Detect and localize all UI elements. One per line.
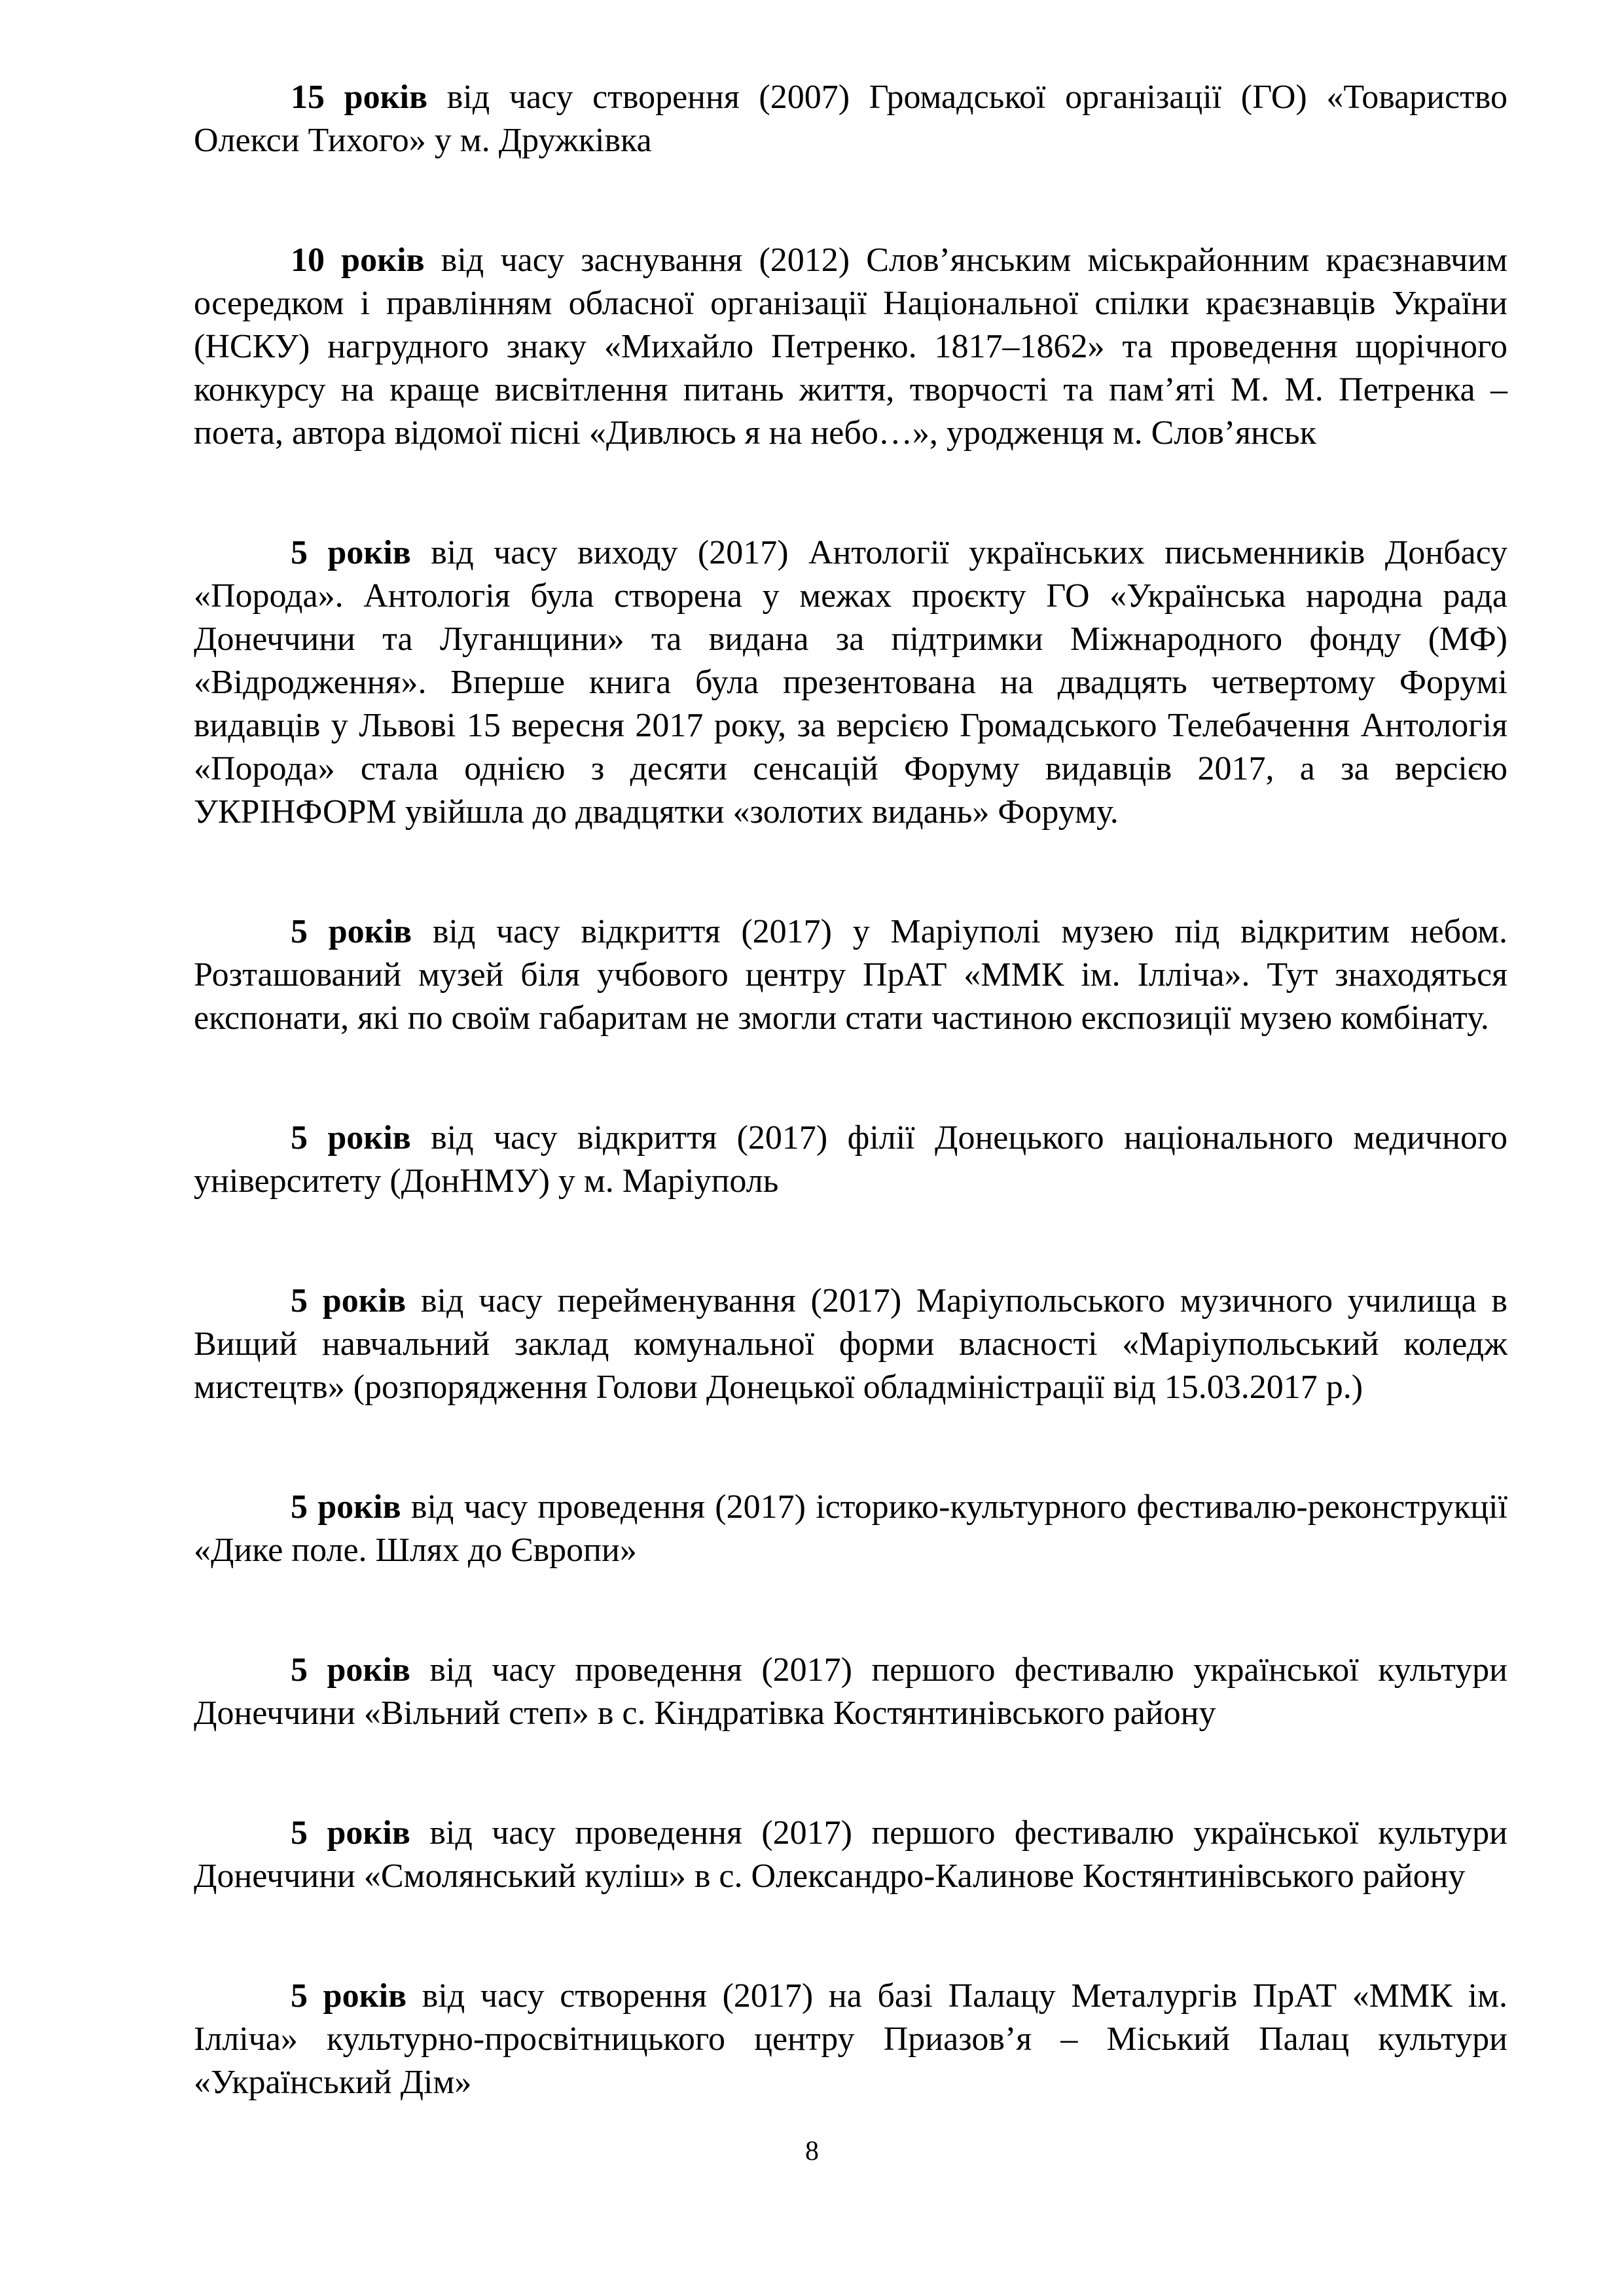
anniversary-entry-2 — [194, 239, 1507, 455]
entry-text: від часу створення (2017) на базі Палацу Металургів ПрАТ «ММК ім. Ілліча» культурно-просвітницького центру Приазов’я – Міський Палац культури «Український Дім» — [194, 1977, 1507, 2101]
anniversary-entry-10 — [194, 1975, 1507, 2104]
anniversary-entry-7 — [194, 1486, 1507, 1572]
entry-text: від часу виходу (2017) Антології українських письменників Донбасу «Порода». Антологія була створена у межах проєкту ГО «Українська народна рада Донеччини та Луганщини» та видана за підтримки Міжнародного фонду (МФ) «Відродження». Вперше книга була презентована на двадцять четвертому Форумі видавців у Львові 15 вересня 2017 року, за версією Громадського Телебачення Антологія «Порода» стала однією з десяти сенсацій Форуму видавців 2017, а за версією УКРІНФОРМ увійшла до двадцятки «золотих видань» Форуму. — [194, 534, 1507, 831]
anniversary-entry-9 — [194, 1812, 1507, 1898]
entry-text: від часу проведення (2017) історико-культурного фестивалю-реконструкції «Дике поле. Шлях до Європи» — [194, 1488, 1507, 1569]
entry-text: від часу перейменування (2017) Маріупольського музичного училища в Вищий навчальний заклад комунальної форми власності «Маріупольський коледж мистецтв» (розпорядження Голови Донецької обладміністрації від 15.03.2017 р.) — [194, 1282, 1507, 1406]
entry-text: від часу проведення (2017) першого фестивалю української культури Донеччини «Смолянський куліш» в с. Олександро-Калинове Костянтинівського району — [194, 1814, 1507, 1895]
entry-text: від часу проведення (2017) першого фестивалю української культури Донеччини «Вільний степ» в с. Кіндратівка Костянтинівського району — [194, 1651, 1507, 1732]
entry-years: 15 років — [291, 79, 428, 116]
entry-years: 5 років — [291, 1282, 406, 1319]
page-number: 8 — [805, 2136, 819, 2166]
anniversary-entry-5 — [194, 1117, 1507, 1203]
entry-years: 10 років — [291, 242, 425, 279]
entry-text: від часу створення (2007) Громадської організації (ГО) «Товариство Олекси Тихого» у м. Дружківка — [194, 79, 1507, 159]
entry-text: від часу відкриття (2017) у Маріуполі музею під відкритим небом. Розташований музей біля учбового центру ПрАТ «ММК ім. Ілліча». Тут знаходяться експонати, які по своїм габаритам не змогли стати частиною експозиції музею комбінату. — [194, 913, 1507, 1037]
entry-years: 5 років — [291, 1814, 410, 1852]
entry-years: 5 років — [291, 913, 412, 950]
entry-years: 5 років — [291, 1977, 407, 2015]
entry-years: 5 років — [291, 1651, 410, 1689]
anniversary-entry-3 — [194, 531, 1507, 834]
anniversary-entry-4 — [194, 910, 1507, 1040]
entry-text: від часу відкриття (2017) філії Донецького національного медичного університету (ДонНМУ) у м. Маріуполь — [194, 1119, 1507, 1200]
entry-years: 5 років — [291, 534, 411, 571]
entry-years: 5 років — [291, 1119, 411, 1157]
entry-years: 5 років — [291, 1488, 401, 1526]
entry-text: від часу заснування (2012) Слов’янським міськрайонним краєзнавчим осередком і правлінням обласної організації Національної спілки краєзнавців України (НСКУ) нагрудного знаку «Михайло Петренко. 1817–1862» та проведення щорічного конкурсу на краще висвітлення питань життя, творчості та пам’яті М. М. Петренка – поета, автора відомої пісні «Дивлюсь я на небо…», уродженця м. Слов’янськ — [194, 242, 1507, 452]
anniversary-entry-6 — [194, 1280, 1507, 1409]
anniversary-entry-1 — [194, 76, 1507, 162]
anniversary-entry-8 — [194, 1649, 1507, 1735]
